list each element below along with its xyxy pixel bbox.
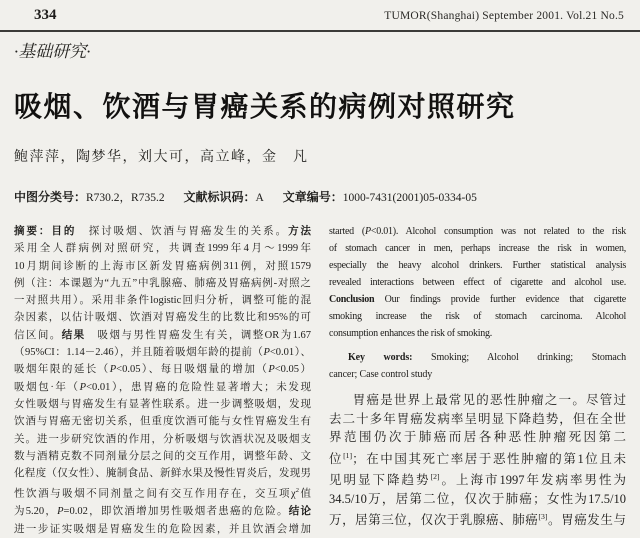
english-abstract — [329, 223, 626, 342]
text-line: 进一步证实吸烟是胃癌发生的危险因素，并且饮酒会增加 — [14, 523, 311, 535]
text-line: （95%CI：1.14－2.46），并且随着吸烟年龄的提前（P<0.01）、 — [14, 347, 311, 359]
text-line: 万，居第三位，仅次于乳腺癌、肺癌[3]。胃癌发生与 — [329, 512, 626, 528]
article-title: 吸烟、饮酒与胃癌关系的病例对照研究 — [14, 91, 516, 122]
meta-line — [14, 189, 626, 206]
text-line: 杂因素，以估计吸烟、饮酒对胃癌发生的比数比和95%的可 — [14, 312, 311, 324]
text-line: consumption enhances the risk of smoking. — [329, 328, 493, 339]
page-number: 334 — [34, 7, 57, 23]
article-id — [283, 192, 477, 204]
two-column-layout — [14, 223, 626, 538]
document-code — [183, 192, 263, 204]
text-line: cancer; Case control study — [329, 368, 433, 380]
text-line: 吸烟包·年（P<0.01），患胃癌的危险性显著增大；未发现 — [14, 381, 312, 393]
text-line: Key words: Smoking; Alcohol drinking; Stomach — [348, 352, 626, 363]
text-line: 一对照共用）。采用非条件logistic回归分析，调整可能的混 — [14, 295, 311, 307]
text-line: of stomach cancer in men, perhaps increase the risk in women, — [329, 243, 626, 254]
authors-line: 鲍萍萍，陶梦华，刘大可，高立峰，金 凡 — [14, 150, 309, 165]
text-line: 化程度（仅女性）、腌制食品、新鲜水果及慢性胃炎后，发现男 — [14, 468, 311, 480]
text-line: smoking increase the risk of stomach carcinoma. Alcohol — [329, 311, 626, 322]
text-line: 信区间。结果 吸烟与男性胃癌发生有关，调整OR为1.67 — [14, 329, 311, 341]
header-rule — [0, 30, 640, 32]
text-line: 见明显下降趋势[2]。上海市1997年发病率男性为 — [329, 472, 626, 488]
text-line: 女性吸烟与胃癌发生有显著性联系。进一步调整吸烟，发现 — [14, 398, 311, 410]
article-id-value: 1000-7431(2001)05-0334-05 — [342, 192, 477, 204]
text-line: revealed interactions between effect of cigarette and alcohol use. — [329, 277, 626, 288]
text-line: 采用全人群病例对照研究，共调查1999年4月～1999年 — [14, 243, 311, 255]
text-line: 界范围仍次于肺癌而居各种恶性肿瘤死因第二 — [329, 430, 626, 444]
text-line: especially the heavy alcohol drinkers. Further statistical analysis — [329, 260, 626, 271]
text-line: 关。进一步研究饮酒的作用，分析吸烟与饮酒状况及吸烟支 — [14, 433, 311, 445]
article-id-label: 文章编号： — [282, 190, 343, 204]
text-line: 去二十多年胃癌发病率呈明显下降趋势，但在全世 — [329, 411, 626, 426]
text-line: 10月期间诊断的上海市区新发胃癌病例311例，对照1579 — [14, 260, 311, 272]
right-column — [329, 223, 626, 538]
keywords-block — [329, 350, 626, 383]
text-line: 为5.20，P=0.02，即饮酒增加男性吸烟者患癌的危险。结论 — [14, 506, 312, 518]
text-line: 位[1]；在中国其死亡率居于恶性肿瘤的第1位且未 — [329, 450, 626, 466]
text-line: 吸烟年限的延长（P<0.05）、每日吸烟量的增加（P<0.05） — [14, 364, 312, 376]
text-line: 摘要：目的 探讨吸烟、饮酒与胃癌发生的关系。方法 — [14, 226, 312, 237]
document-code-value: A — [255, 192, 264, 204]
page-header — [0, 0, 640, 24]
document-code-label: 文献标识码： — [183, 190, 256, 204]
intro-paragraph — [329, 391, 626, 530]
left-column-chinese-abstract — [14, 223, 311, 538]
text-line: 性饮酒与吸烟不同剂量之间有交互作用存在，交互项$\chi^2$值 — [14, 487, 311, 500]
text-line: started (P<0.01). Alcohol consumption was not related to the risk — [329, 226, 626, 237]
text-line: 饮酒与胃癌无密切关系，但重度饮酒可能与女性胃癌发生有 — [14, 416, 311, 428]
journal-issue-header: TUMOR(Shanghai) September 2001. Vol.21 No.5 — [384, 10, 624, 22]
text-line: 数与酒精克数不同剂量分层之间的交互作用，调整年龄、文 — [14, 450, 311, 462]
clc-number — [14, 192, 165, 204]
section-label: ·基础研究· — [14, 42, 91, 61]
clc-value: R730.2，R735.2 — [86, 192, 165, 204]
text-line: 胃癌是世界上最常见的恶性肿瘤之一。尽管过 — [352, 393, 626, 407]
clc-label: 中图分类号： — [14, 190, 87, 204]
text-line: 例（注：本课题为“九五”中乳腺癌、肺癌及胃癌病例-对照之 — [14, 277, 311, 289]
text-line: Conclusion Our findings provide further evidence that cigarette — [329, 294, 626, 305]
text-line: 34.5/10万，居第二位，仅次于肺癌；女性为17.5/10 — [329, 491, 626, 506]
page-body — [0, 43, 640, 538]
